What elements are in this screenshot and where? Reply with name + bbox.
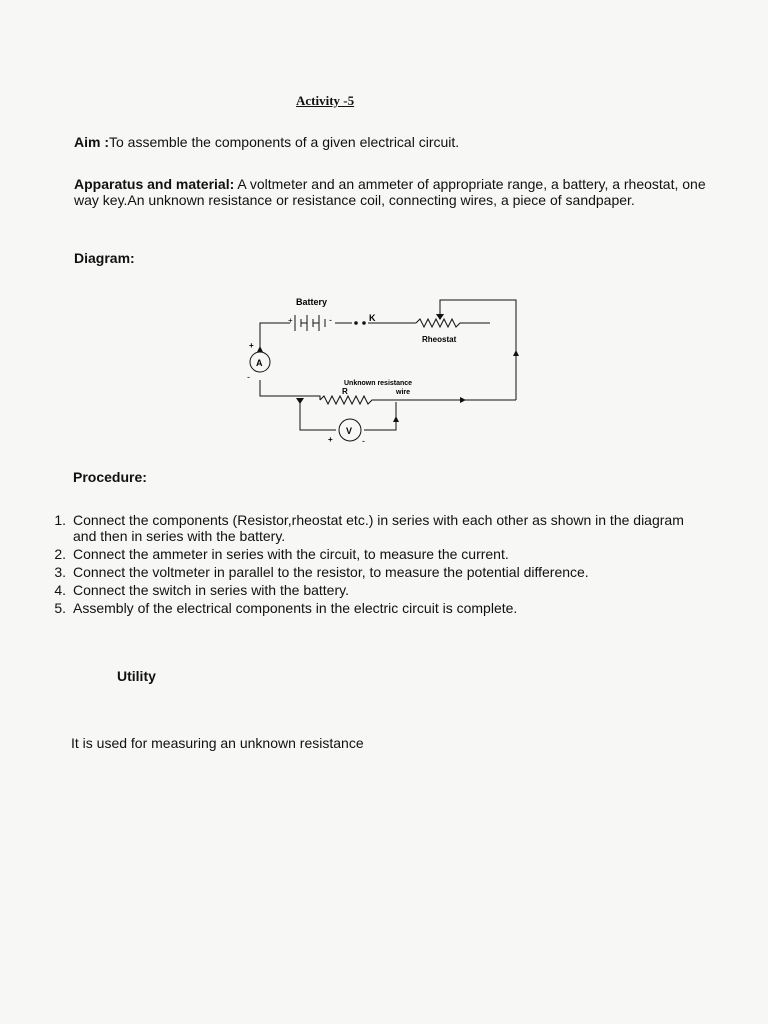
arrow-voltmeter-down — [296, 398, 304, 404]
ammeter-minus: - — [247, 372, 250, 382]
utility-text: It is used for measuring an unknown resistance — [71, 735, 364, 751]
apparatus-text: A voltmeter and an ammeter of appropriate range, a battery, a rheostat, one way key.An unknown resistance or resistance coil, connecting wires, a piece of sandpaper. — [74, 176, 706, 208]
arrow-rheostat-slider — [436, 314, 444, 320]
unknown-resistance-label: Unknown resistance — [344, 380, 413, 387]
wire-top-left — [260, 323, 290, 350]
key-label: K — [369, 313, 376, 323]
key-terminal-right — [362, 321, 366, 325]
arrow-right-up — [513, 350, 519, 356]
circuit-diagram — [240, 290, 530, 450]
unknown-resistance-wire-label: wire — [396, 389, 411, 396]
aim-text: To assemble the components of a given electrical circuit. — [109, 134, 460, 150]
battery-plus: + — [288, 316, 293, 325]
voltmeter-symbol: V — [346, 426, 353, 436]
voltmeter-left-branch — [300, 398, 336, 430]
unknown-resistor — [320, 396, 400, 404]
voltmeter-plus: + — [328, 435, 333, 444]
diagram-heading: Diagram: — [74, 250, 135, 266]
resistor-label: R — [342, 387, 348, 396]
battery-minus: - — [329, 315, 332, 325]
arrow-ammeter-up — [257, 346, 263, 352]
list-item: 3. Connect the voltmeter in parallel to the resistor, to measure the potential difference. — [54, 564, 589, 580]
apparatus-paragraph — [74, 176, 714, 208]
voltmeter-right-branch — [364, 402, 396, 430]
utility-heading: Utility — [117, 668, 156, 684]
rheostat-resistor — [416, 319, 490, 327]
aim-paragraph — [74, 134, 714, 150]
list-item: 5. Assembly of the electrical components in the electric circuit is complete. — [54, 600, 518, 616]
ammeter-plus: + — [249, 341, 254, 350]
list-item: 4. Connect the switch in series with the battery. — [54, 582, 349, 598]
procedure-heading: Procedure: — [73, 469, 147, 485]
list-item: 2. Connect the ammeter in series with the circuit, to measure the current. — [54, 546, 509, 562]
battery-label: Battery — [296, 297, 328, 307]
ammeter-symbol: A — [256, 358, 263, 368]
apparatus-label: Apparatus and material: — [74, 176, 235, 192]
voltmeter-minus: - — [362, 436, 365, 446]
rheostat-slider-wire — [440, 300, 516, 352]
arrow-voltmeter-up — [393, 416, 399, 422]
list-item: 1. Connect the components (Resistor,rheostat etc.) in series with each other as shown in the diagram and then in series with the battery. — [54, 512, 684, 544]
arrow-bottom-right — [460, 397, 466, 403]
page-title: Activity -5 — [296, 93, 355, 108]
rheostat-label: Rheostat — [422, 335, 457, 344]
procedure-list — [48, 512, 708, 618]
wire-bottom-left — [260, 380, 320, 400]
aim-label: Aim : — [74, 134, 109, 150]
key-terminal-left — [354, 321, 358, 325]
